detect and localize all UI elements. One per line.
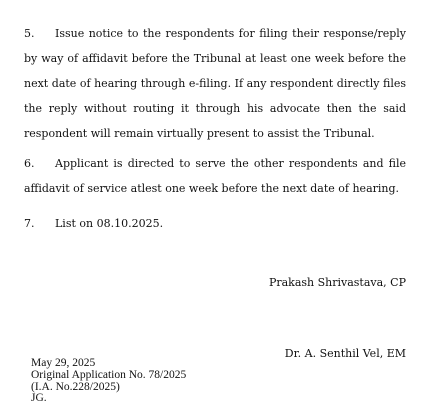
paragraph-number: 5. [24, 27, 35, 40]
paragraph-7 [24, 211, 406, 236]
order-date: May 29, 2025 [31, 357, 96, 369]
application-number: Original Application No. 78/2025 [31, 368, 187, 381]
paragraph-text: List on 08.10.2025. [55, 217, 164, 230]
clerk-initials: JG. [31, 392, 47, 405]
signatory-expert-member: Dr. A. Senthil Vel, EM [284, 347, 406, 360]
paragraph-number: 7. [24, 217, 35, 230]
signatory-chairperson: Prakash Shrivastava, CP [268, 276, 406, 289]
ia-number: (I.A. No.228/2025) [31, 380, 120, 393]
order-footer [31, 358, 186, 405]
paragraph-5 [24, 21, 406, 146]
paragraph-text: Issue notice to the respondents for filing their response/reply by way of affidavit before the Tribunal at least one week before the next date of hearing through e-filing. If any respondent directly files the reply without routing it through his advocate then the said respondent will remain virtually present to assist the Tribunal. [24, 27, 406, 140]
paragraph-6 [24, 151, 406, 201]
paragraph-number: 6. [24, 157, 35, 170]
paragraph-text: Applicant is directed to serve the other respondents and file affidavit of service atlest one week before the next date of hearing. [24, 157, 406, 195]
